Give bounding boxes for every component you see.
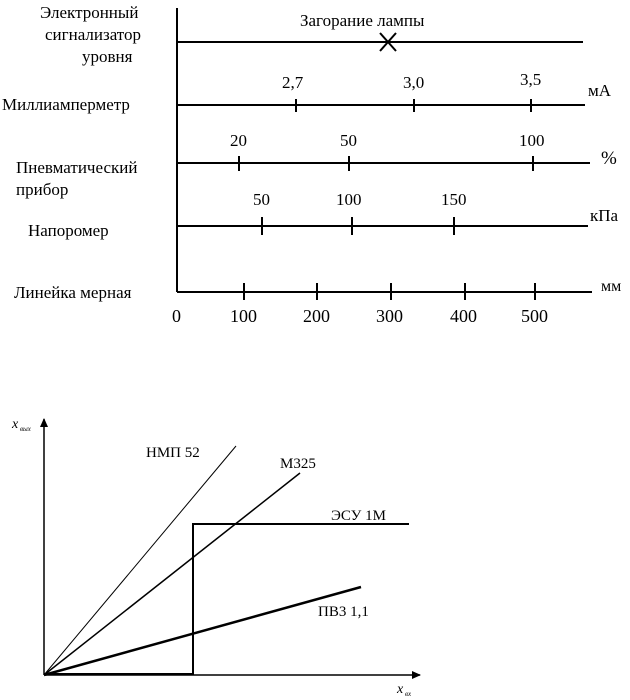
tick-label-pn-2: 50 (340, 131, 357, 150)
row-label-level-line2: сигнализатор (45, 25, 142, 44)
series-line-m325 (44, 473, 300, 675)
unit-mm: мм (601, 278, 622, 295)
tick-label-kpa-3: 150 (441, 190, 467, 209)
row-label-level-line1: Электронный (40, 3, 139, 22)
series-label-pv3: ПВ3 1,1 (318, 604, 369, 620)
row-label-pneumatic (16, 158, 142, 199)
row-label-level (40, 3, 145, 66)
y-axis-label: x (12, 417, 19, 432)
axis-tick-300: 300 (376, 306, 403, 326)
row-label-kpa: Напоромер (28, 221, 109, 240)
axis-tick-100: 100 (230, 306, 257, 326)
series-label-nmp52: НМП 52 (146, 445, 200, 461)
tick-label-ma-1: 2,7 (282, 73, 304, 92)
axis-tick-500: 500 (521, 306, 548, 326)
unit-ma: мА (588, 81, 612, 100)
tick-label-kpa-1: 50 (253, 190, 270, 209)
series-line-esu1m (44, 524, 409, 674)
series-label-m325: М325 (280, 456, 316, 472)
row-label-pneumatic-line1: Пневматический (16, 158, 138, 177)
x-axis-label: x (397, 682, 404, 697)
row-label-pneumatic-line2: прибор (16, 180, 69, 199)
axis-tick-200: 200 (303, 306, 330, 326)
row-label-ruler: Линейка мерная (14, 283, 132, 302)
row-label-ma: Миллиамперметр (2, 95, 130, 114)
series-label-esu1m: ЭСУ 1М (331, 508, 386, 524)
unit-kpa: кПа (590, 206, 619, 225)
x-axis-label-subscript: вх (405, 690, 412, 698)
axis-tick-400: 400 (450, 306, 477, 326)
series-line-pv3 (44, 587, 361, 675)
tick-label-pn-3: 100 (519, 131, 545, 150)
tick-label-pn-1: 20 (230, 131, 247, 150)
characteristics-chart (11, 417, 420, 698)
tick-label-kpa-2: 100 (336, 190, 362, 209)
series-line-nmp52 (44, 446, 236, 675)
lamp-marker-label: Загорание лампы (300, 11, 425, 30)
unit-percent: % (601, 148, 617, 169)
y-axis-label-subscript: вых (20, 425, 31, 433)
tick-label-ma-3: 3,5 (520, 70, 542, 89)
tick-label-ma-2: 3,0 (403, 73, 425, 92)
scale-diagram (2, 3, 621, 326)
row-label-level-line3: уровня (82, 47, 133, 66)
axis-tick-0: 0 (172, 306, 181, 326)
